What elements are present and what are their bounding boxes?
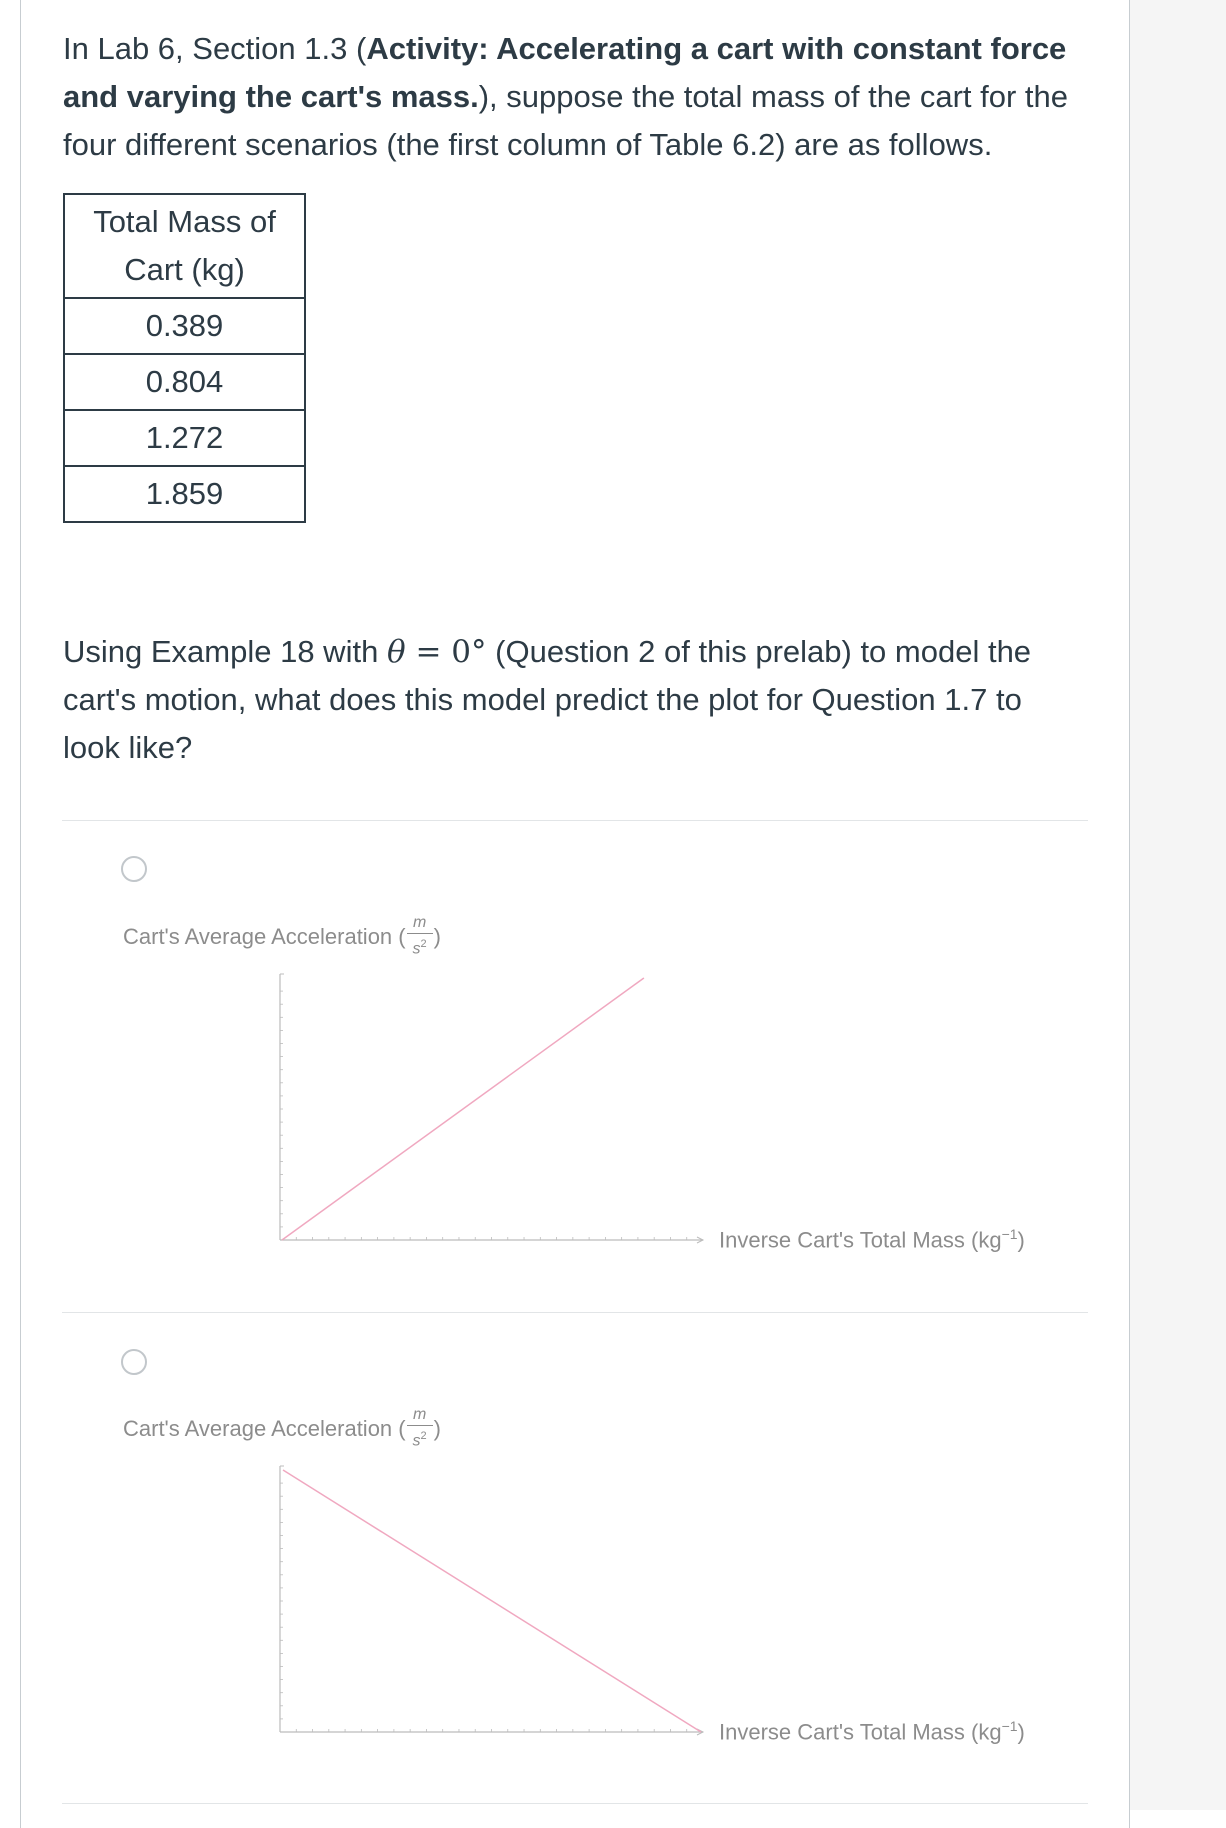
- prompt-prefix: Using Example 18 with: [63, 634, 387, 669]
- x-label-text: Inverse Cart's Total Mass (kg: [719, 1227, 1002, 1253]
- unit-den-exp: 2: [420, 938, 427, 950]
- x-axis-label: [719, 1226, 1025, 1253]
- x-axis-label: [719, 1718, 1025, 1745]
- answer-divider: [62, 1312, 1088, 1313]
- angle-value: 0°: [451, 634, 487, 670]
- answer-divider: [62, 1803, 1088, 1804]
- trend-line: [283, 1470, 701, 1732]
- question-prompt: [63, 628, 1073, 772]
- y-label-close: ): [433, 923, 441, 949]
- intro-suffix: ), suppose the total mass of the cart for the four different scenarios (the first column of Table 6.2) are as follows.: [63, 79, 1069, 162]
- equals-sign: =: [405, 634, 452, 670]
- y-label-text: Cart's Average Acceleration (: [123, 1415, 406, 1441]
- y-label-text: Cart's Average Acceleration (: [123, 923, 406, 949]
- answer-plot-1: [0, 895, 1226, 1315]
- y-label-close: ): [433, 1415, 441, 1441]
- x-label-close: ): [1017, 1719, 1025, 1745]
- x-label-close: ): [1017, 1227, 1025, 1253]
- unit-numerator: m: [412, 914, 427, 931]
- unit-numerator: m: [412, 1406, 427, 1423]
- mass-table-cell: 1.859: [64, 466, 305, 522]
- mass-table-header: Total Mass of Cart (kg): [64, 194, 305, 298]
- unit-den-exp: 2: [420, 1430, 427, 1442]
- mass-table-cell: 1.272: [64, 410, 305, 466]
- plot-axes: [280, 974, 703, 1243]
- mass-table: [63, 193, 306, 523]
- answer-radio-1[interactable]: [121, 856, 147, 882]
- x-label-exp: −1: [1001, 1226, 1018, 1242]
- theta-symbol: θ: [386, 634, 406, 670]
- unit-den-base: s: [412, 1432, 421, 1450]
- prompt-suffix: (Question 2 of this prelab) to model the cart's motion, what does this model predict the plot for Question 1.7 to look like?: [63, 634, 1032, 765]
- plot-svg-1: [0, 895, 1226, 1315]
- x-label-exp: −1: [1001, 1718, 1018, 1734]
- intro-prefix: In Lab 6, Section 1.3 (: [63, 31, 367, 66]
- activity-title: Activity: Accelerating a cart with constant force and varying the cart's mass.: [63, 31, 1067, 114]
- unit-den-base: s: [412, 940, 421, 958]
- answer-divider: [62, 820, 1088, 821]
- plot-svg-2: [0, 1387, 1226, 1807]
- mass-table-cell: 0.389: [64, 298, 305, 354]
- answer-radio-2[interactable]: [121, 1349, 147, 1375]
- answer-plot-2: [0, 1387, 1226, 1807]
- question-intro: [63, 25, 1073, 169]
- mass-table-cell: 0.804: [64, 354, 305, 410]
- x-label-text: Inverse Cart's Total Mass (kg: [719, 1719, 1002, 1745]
- trend-line: [282, 978, 644, 1240]
